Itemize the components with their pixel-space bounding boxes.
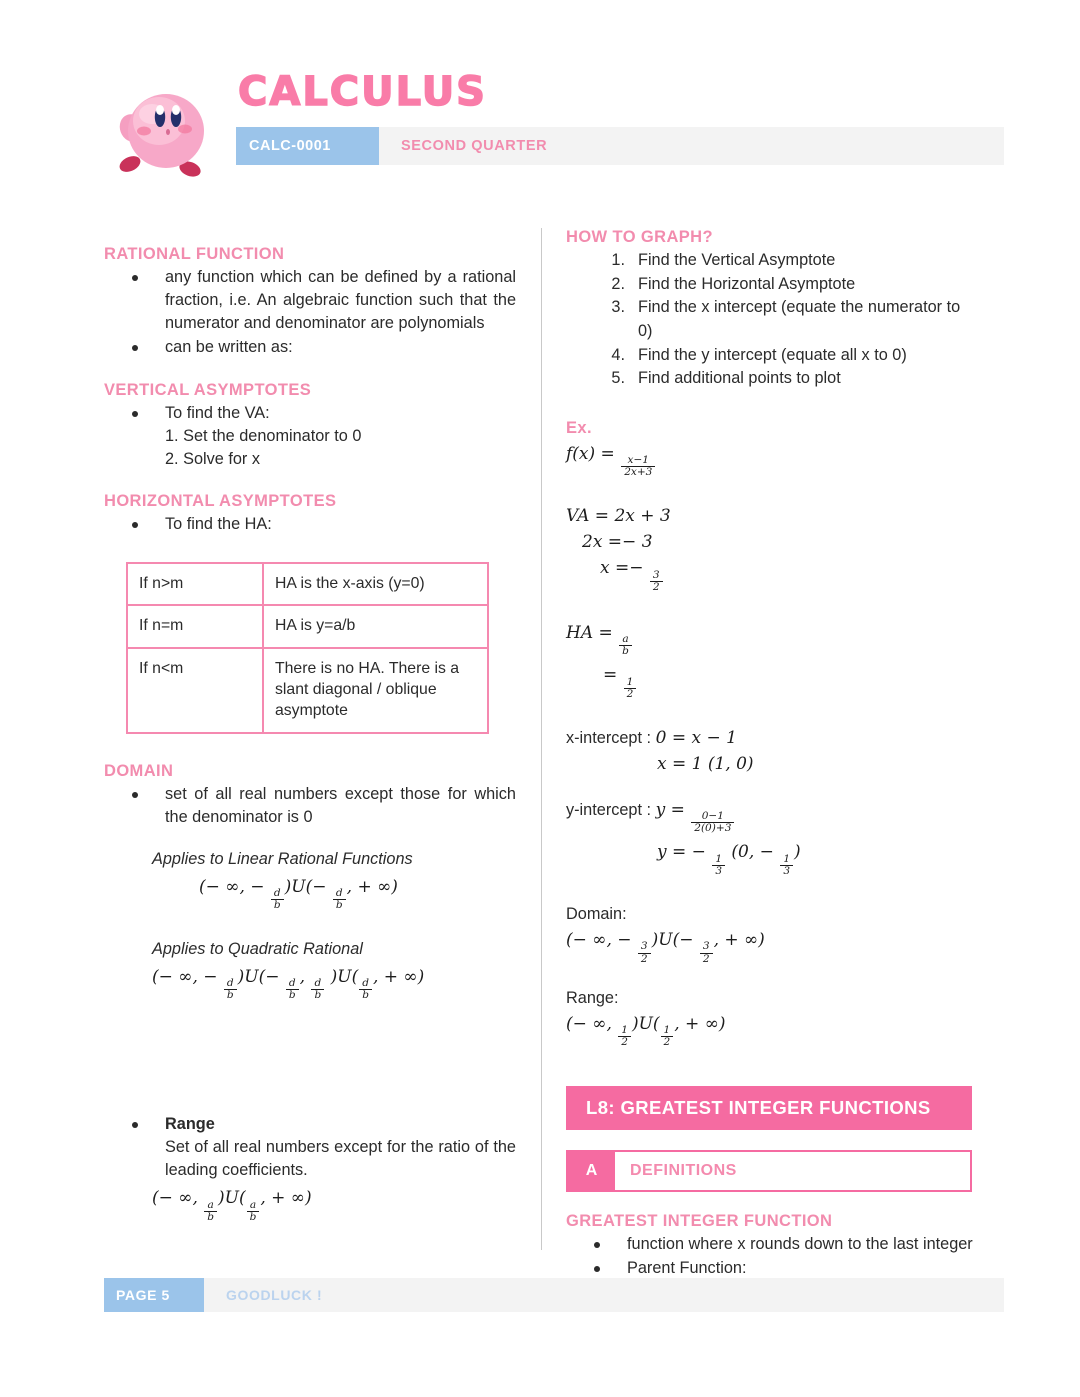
- list-item: Find the Horizontal Asymptote: [638, 274, 856, 293]
- ha-line-1: [566, 623, 978, 658]
- range-description: Set of all real numbers except for the ratio of the leading coefficients.: [165, 1138, 516, 1180]
- list-item: can be written as:: [132, 336, 516, 359]
- fraction: $\frac{3}{2}$: [638, 941, 651, 964]
- page-title: CALCULUS: [238, 69, 487, 115]
- fraction: $\frac{a}{b}$: [204, 1200, 217, 1223]
- interval-part: , + ∞): [713, 930, 765, 951]
- definitions-section-row: [566, 1150, 972, 1192]
- table-row: [127, 563, 488, 605]
- list-item: Find the x intercept (equate the numerator to 0): [638, 298, 961, 340]
- quarter-label: SECOND QUARTER: [401, 138, 548, 154]
- interval-part: )U(: [218, 1188, 246, 1209]
- fraction: $\frac{d}{b}$: [224, 978, 237, 1001]
- spacer: [566, 965, 978, 989]
- footer-note: GOODLUCK !: [226, 1287, 323, 1303]
- table-cell-condition: If n=m: [127, 605, 263, 647]
- fraction: $\frac{1}{2}$: [661, 1025, 674, 1048]
- table-cell-result: HA is y=a/b: [263, 605, 488, 647]
- list-item: set of all real numbers except those for which the denominator is 0: [132, 783, 516, 829]
- interval-part: (− ∞, −: [152, 966, 223, 987]
- heading-rational-function: RATIONAL FUNCTION: [104, 245, 285, 263]
- vertical-asymptotes-bullets: [104, 402, 516, 471]
- x-intercept-label: x-intercept :: [566, 728, 656, 747]
- list-item: Find the Vertical Asymptote: [638, 251, 836, 269]
- va-line-3: [600, 558, 978, 593]
- left-column: [104, 245, 516, 1223]
- va-step-2: 2. Solve for x: [165, 449, 261, 468]
- heading-how-to-graph: HOW TO GRAPH?: [566, 228, 713, 246]
- math-part: y =: [655, 799, 691, 820]
- linear-domain-interval: [199, 877, 516, 912]
- range-interval: [152, 1188, 516, 1223]
- interval-part: )U(−: [237, 966, 285, 987]
- interval-part: )U(−: [651, 930, 699, 951]
- x-intercept-line-1: 0 = x − 1: [655, 727, 737, 748]
- interval-part: ,: [299, 966, 311, 987]
- table-row: [127, 605, 488, 647]
- table-cell-result: HA is the x-axis (y=0): [263, 563, 488, 605]
- math-part: HA =: [566, 622, 619, 643]
- example-domain-label: Domain:: [566, 905, 627, 924]
- spacer: [566, 391, 978, 419]
- interval-part: (− ∞, −: [199, 876, 270, 897]
- heading-horizontal-asymptotes: HORIZONTAL ASYMPTOTES: [104, 491, 337, 510]
- list-item: Find the y intercept (equate all x to 0): [638, 345, 907, 364]
- x-intercept-block: [566, 728, 978, 748]
- heading-domain: DOMAIN: [104, 761, 174, 780]
- page-number-badge: PAGE 5: [104, 1278, 204, 1312]
- example-domain-interval: [566, 930, 978, 965]
- spacer: [566, 877, 978, 905]
- math-part: =: [603, 665, 623, 686]
- fraction: $\frac{a}{b}$: [247, 1200, 260, 1223]
- how-to-graph-steps: [566, 249, 978, 391]
- spacer: [566, 593, 978, 623]
- interval-part: (− ∞,: [566, 1013, 618, 1034]
- section-title: DEFINITIONS: [615, 1152, 970, 1190]
- example-function: [566, 444, 978, 479]
- example-range-label: Range:: [566, 988, 619, 1007]
- example-range-interval: [566, 1014, 978, 1049]
- lesson-banner-l8: L8: GREATEST INTEGER FUNCTIONS: [566, 1086, 972, 1130]
- header-meta-bar: [236, 127, 1004, 165]
- section-letter-badge: A: [568, 1152, 615, 1190]
- spacer: [566, 1192, 978, 1212]
- math-part: ): [794, 842, 801, 863]
- list-item: Find additional points to plot: [638, 369, 841, 388]
- spacer: [104, 472, 516, 492]
- y-intercept-line-2: [657, 842, 978, 877]
- table-row: [127, 648, 488, 733]
- fraction: $\frac{1}{2}$: [624, 677, 637, 700]
- y-intercept-label: y-intercept :: [566, 800, 656, 819]
- y-intercept-block: [566, 800, 978, 835]
- interval-part: )U(: [325, 966, 359, 987]
- va-line-2: 2x =− 3: [582, 532, 653, 553]
- fraction: $\frac{1}{3}$: [780, 854, 793, 877]
- fraction: $\frac{a}{b}$: [619, 634, 632, 657]
- interval-part: (− ∞,: [152, 1188, 204, 1209]
- table-cell-result: There is no HA. There is a slant diagonal / oblique asymptote: [263, 648, 488, 733]
- heading-greatest-integer-function: GREATEST INTEGER FUNCTION: [566, 1212, 833, 1231]
- interval-part: , + ∞): [372, 966, 425, 987]
- linear-rational-note: Applies to Linear Rational Functions: [152, 849, 413, 868]
- fraction: $\frac{3}{2}$: [650, 570, 663, 593]
- fraction: $\frac{0-1}{2(0)+3}$: [691, 811, 734, 834]
- list-item: [132, 1113, 516, 1182]
- math-part: f(x) =: [566, 443, 621, 464]
- spacer: [104, 830, 516, 850]
- fraction: $\frac{d}{b}$: [333, 888, 346, 911]
- list-item: Parent Function:: [594, 1257, 978, 1280]
- x-intercept-line-2: x = 1 (1, 0): [657, 753, 754, 774]
- interval-part: )U(: [631, 1013, 660, 1034]
- math-part: (0, −: [726, 842, 780, 863]
- domain-bullets: [104, 783, 516, 829]
- table-cell-condition: If n>m: [127, 563, 263, 605]
- interval-part: )U(−: [284, 876, 332, 897]
- fraction: $\frac{d}{b}$: [311, 978, 324, 1001]
- fraction: $\frac{x-1}{2x+3}$: [621, 455, 655, 478]
- interval-part: , + ∞): [674, 1013, 726, 1034]
- ha-line-2: [603, 665, 978, 700]
- interval-part: (− ∞, −: [566, 930, 637, 951]
- rational-function-bullets: [104, 266, 516, 360]
- ha-rules-table: [126, 562, 489, 734]
- column-divider: [541, 228, 542, 1250]
- horizontal-asymptotes-bullets: [104, 513, 516, 536]
- table-cell-condition: If n<m: [127, 648, 263, 733]
- kirby-mascot-icon: [116, 76, 214, 180]
- range-bullets: [104, 1113, 516, 1182]
- fraction: $\frac{d}{b}$: [271, 888, 284, 911]
- math-part: y = −: [657, 842, 712, 863]
- spacer: [566, 774, 978, 800]
- list-item: any function which can be defined by a rational fraction, i.e. An algebraic function such that the numerator and denominator are polynomials: [132, 266, 516, 335]
- interval-part: , + ∞): [346, 876, 398, 897]
- va-bullet-label: To find the VA:: [165, 403, 270, 422]
- spacer: [104, 734, 516, 762]
- list-item: function where x rounds down to the last integer: [594, 1233, 978, 1256]
- spacer: [566, 1048, 978, 1086]
- fraction: $\frac{1}{3}$: [712, 854, 725, 877]
- va-step-1: 1. Set the denominator to 0: [165, 426, 362, 445]
- greatest-integer-bullets: [566, 1233, 978, 1280]
- interval-part: , + ∞): [260, 1188, 312, 1209]
- spacer: [104, 1001, 516, 1113]
- course-code-badge: CALC-0001: [236, 127, 379, 165]
- va-line-1: VA = 2x + 3: [566, 506, 671, 527]
- list-item: [132, 402, 516, 471]
- spacer: [104, 361, 516, 381]
- fraction: $\frac{d}{b}$: [359, 978, 372, 1001]
- quadratic-domain-interval: [152, 967, 516, 1002]
- heading-vertical-asymptotes: VERTICAL ASYMPTOTES: [104, 380, 312, 399]
- fraction: $\frac{d}{b}$: [286, 978, 299, 1001]
- range-label: Range: [165, 1115, 215, 1134]
- y-intercept-line-1: [655, 799, 736, 835]
- spacer: [104, 912, 516, 940]
- page-footer: [104, 1278, 1004, 1312]
- list-item: To find the HA:: [132, 513, 516, 536]
- fraction: $\frac{3}{2}$: [700, 941, 713, 964]
- fraction: $\frac{1}{2}$: [618, 1025, 631, 1048]
- right-column: [566, 228, 978, 1304]
- quadratic-rational-note: Applies to Quadratic Rational: [152, 939, 363, 958]
- page-header: [0, 0, 1080, 190]
- math-part: x =−: [600, 558, 649, 579]
- spacer: [566, 700, 978, 728]
- spacer: [566, 478, 978, 506]
- heading-example: Ex.: [566, 418, 592, 437]
